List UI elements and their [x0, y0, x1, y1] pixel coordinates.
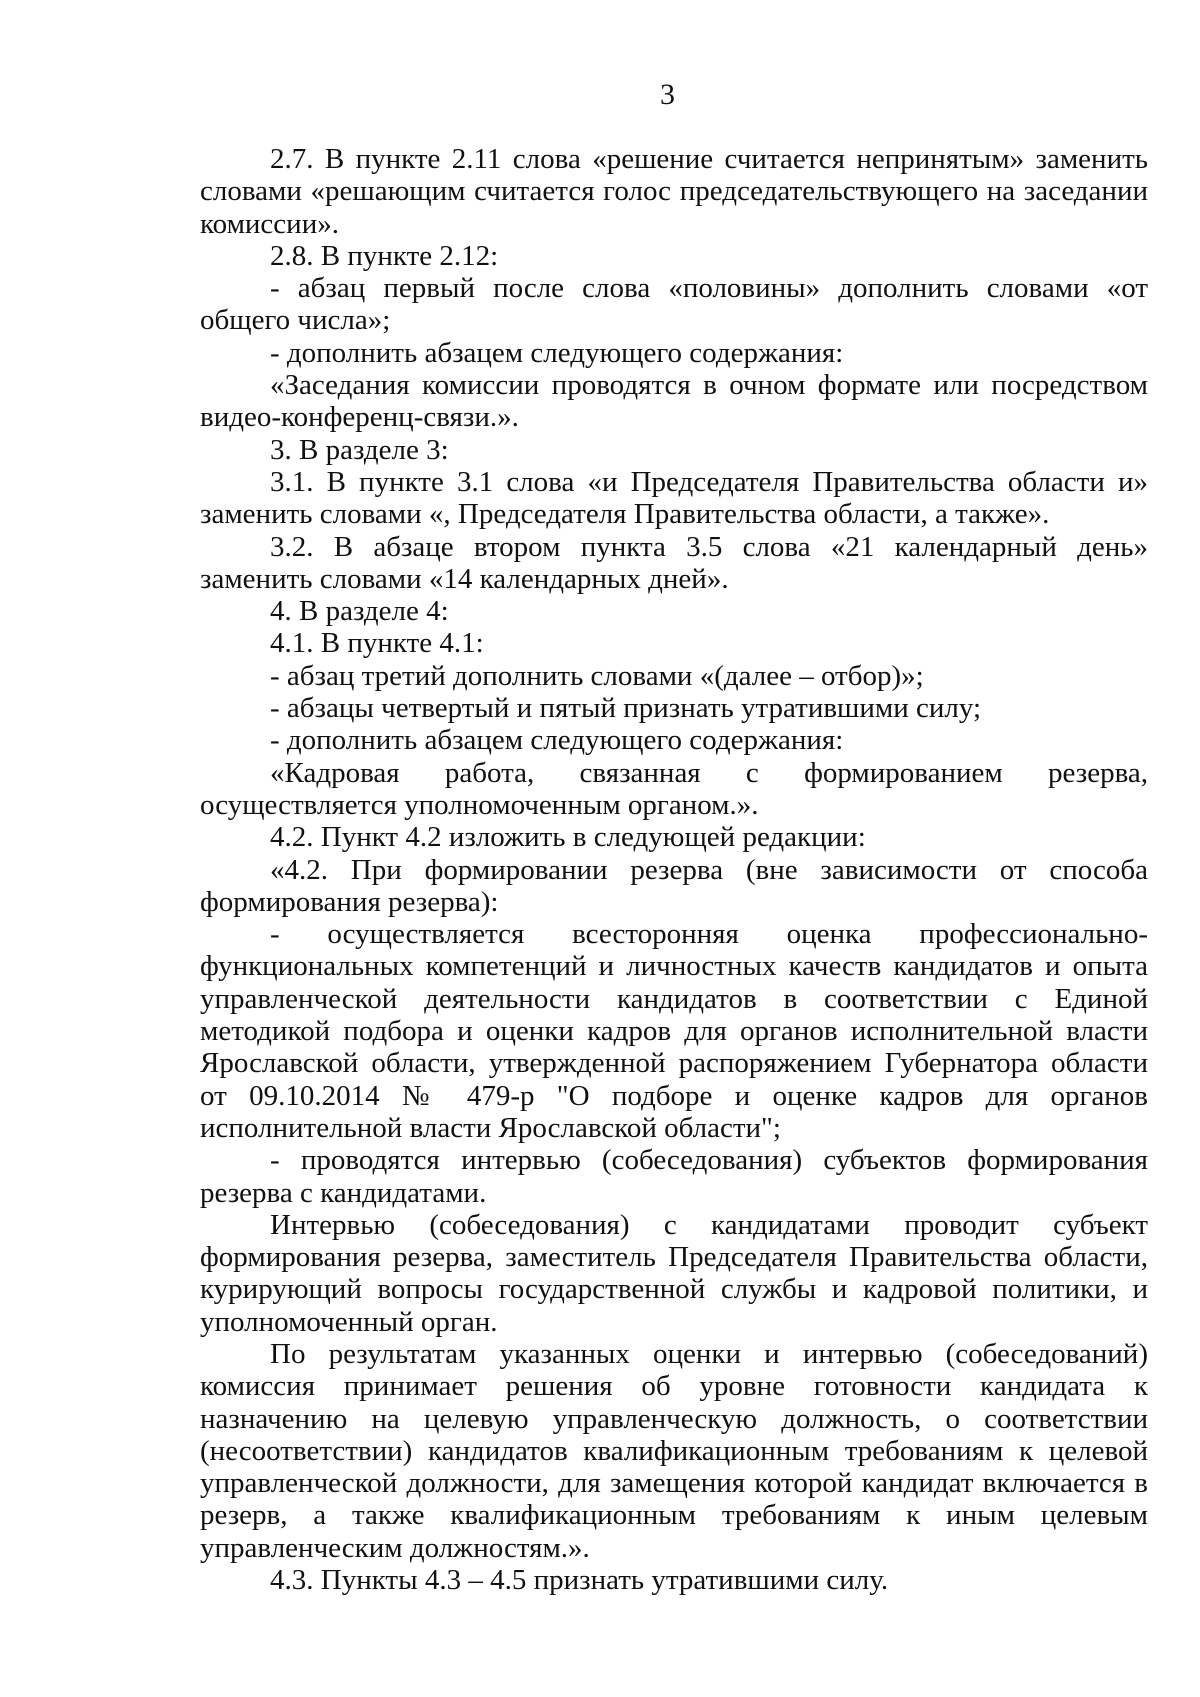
paragraph-2-7: 2.7. В пункте 2.11 слова «решение считается непринятым» заменить словами «решающим считается голос председательствующего на заседании комиссии». — [200, 143, 1148, 240]
paragraph-4-1-quote: «Кадровая работа, связанная с формированием резерва, осуществляется уполномоченным органом.». — [200, 756, 1148, 821]
paragraph-3: 3. В разделе 3: — [270, 433, 449, 466]
paragraph-2-8-quote: «Заседания комиссии проводятся в очном формате или посредством видео-конференц-связи.». — [200, 369, 1148, 434]
paragraph-4-1-item-3: - дополнить абзацем следующего содержания: — [270, 724, 844, 757]
paragraph-4-2-results: По результатам указанных оценки и интервью (собеседований) комиссия принимает решения об уровне готовности кандидата к назначению на целевую управленческую должность, о соответствии (несоответствии) кандидатов квалификационным требованиям к целевой управленческой должности, для замещения которой кандидат включается в резерв, а также квалификационным требованиям к иным целевым управленческим должностям.». — [200, 1337, 1148, 1564]
paragraph-2-8: 2.8. В пункте 2.12: — [270, 239, 499, 272]
paragraph-4-2-interviews: Интервью (собеседования) с кандидатами проводит субъект формирования резерва, заместитель Председателя Правительства области, курирующий вопросы государственной службы и кадровой политики, и уполномоченный орган. — [200, 1208, 1148, 1338]
paragraph-3-2: 3.2. В абзаце втором пункта 3.5 слова «21 календарный день» заменить словами «14 календарных дней». — [200, 530, 1148, 595]
paragraph-2-8-item-1: - абзац первый после слова «половины» дополнить словами «от общего числа»; — [200, 272, 1148, 337]
paragraph-2-8-item-2: - дополнить абзацем следующего содержания: — [270, 336, 844, 369]
document-body — [200, 143, 1148, 1596]
paragraph-4-1-item-2: - абзацы четвертый и пятый признать утратившими силу; — [270, 692, 982, 725]
paragraph-4: 4. В разделе 4: — [270, 595, 449, 628]
paragraph-4-1: 4.1. В пункте 4.1: — [270, 627, 484, 660]
paragraph-4-1-item-1: - абзац третий дополнить словами «(далее – отбор)»; — [270, 659, 924, 692]
paragraph-4-3: 4.3. Пункты 4.3 – 4.5 признать утратившими силу. — [270, 1564, 889, 1597]
page-number: 3 — [660, 78, 675, 111]
paragraph-4-2: 4.2. Пункт 4.2 изложить в следующей редакции: — [270, 821, 866, 854]
paragraph-4-2-quote-intro: «4.2. При формировании резерва (вне зависимости от способа формирования резерва): — [200, 853, 1148, 918]
paragraph-4-2-item-2: - проводятся интервью (собеседования) субъектов формирования резерва с кандидатами. — [200, 1144, 1148, 1209]
paragraph-3-1: 3.1. В пункте 3.1 слова «и Председателя Правительства области и» заменить словами «, Председателя Правительства области, а также». — [200, 465, 1148, 531]
paragraph-4-2-item-1: - осуществляется всесторонняя оценка профессионально-функциональных компетенций и личностных качеств кандидатов и опыта управленческой деятельности кандидатов в соответствии с Единой методикой подбора и оценки кадров для органов исполнительной власти Ярославской области, утвержденной распоряжением Губернатора области от 09.10.2014 № 479-р "О подборе и оценке кадров для органов исполнительной власти Ярославской области"; — [200, 918, 1148, 1144]
